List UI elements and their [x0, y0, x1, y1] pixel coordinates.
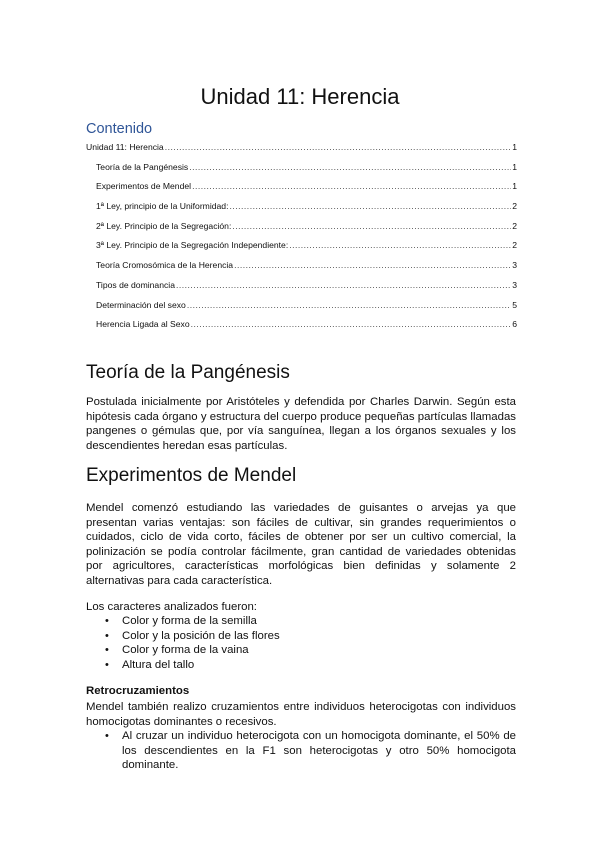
- characters-list: [86, 614, 516, 672]
- toc-entry-page: 6: [512, 319, 517, 330]
- toc-heading: Contenido: [86, 121, 153, 137]
- toc-entry-page: 5: [512, 299, 517, 310]
- characters-intro: Los caracteres analizados fueron:: [86, 601, 257, 613]
- list-item: • Color y forma de la vaina: [105, 644, 249, 656]
- toc-entry-page: 3: [512, 260, 517, 271]
- toc-entry-label: Teoría Cromosómica de la Herencia: [96, 260, 234, 271]
- pangenesis-paragraph: Postulada inicialmente por Aristóteles y defendida por Charles Darwin. Según esta hipótesis cada órgano y estructura del cuerpo produce pequeñas partículas llamadas pangenes o gémulas que, por vía sanguínea, llegan a los órganos sexuales y los descendientes heredan esas partículas.: [86, 396, 516, 452]
- toc-entry-label: 1ª Ley, principio de la Uniformidad:: [96, 201, 229, 212]
- bullet-icon: •: [105, 615, 109, 627]
- toc-entry-label: Teoría de la Pangénesis: [96, 161, 189, 172]
- toc-entry[interactable]: [86, 220, 517, 240]
- toc-entry-label: Herencia Ligada al Sexo: [96, 319, 190, 330]
- toc-leader: [189, 161, 511, 173]
- toc-entry-page: 2: [512, 220, 517, 231]
- toc-entry[interactable]: [86, 299, 517, 319]
- toc-entry-label: Unidad 11: Herencia: [86, 142, 164, 152]
- document-title: Unidad 11: Herencia: [200, 84, 400, 109]
- toc-entry[interactable]: [86, 318, 517, 338]
- list-item: • Color y la posición de las flores: [105, 629, 280, 642]
- toc-entry-page: 1: [512, 181, 517, 192]
- toc-entry[interactable]: [86, 141, 517, 161]
- toc-leader: [289, 239, 511, 251]
- toc-leader: [165, 141, 512, 153]
- toc-leader: [187, 299, 511, 311]
- retrocruzamientos-list: [86, 729, 516, 773]
- section-heading-pangenesis: Teoría de la Pangénesis: [86, 362, 290, 383]
- list-item: • Al cruzar un individuo heterocigota con un homocigota dominante, el 50% de los descendientes en la F1 son heterocigotas y otro 50% homocigota dominante.: [105, 730, 516, 771]
- toc-entry-page: 2: [512, 201, 517, 212]
- toc-entry-label: Tipos de dominancia: [96, 279, 175, 290]
- toc-entry[interactable]: [86, 161, 517, 181]
- toc-leader: [192, 180, 511, 192]
- toc-entry-label: 2ª Ley. Principio de la Segregación:: [96, 220, 232, 231]
- toc-entry-page: 3: [512, 279, 517, 290]
- toc-leader: [191, 318, 512, 330]
- toc-leader: [232, 220, 511, 232]
- mendel-intro-paragraph: Mendel comenzó estudiando las variedades de guisantes o arvejas ya que presentan varias ventajas: son fáciles de cultivar, sin grandes requerimientos o cuidados, ciclo de vida corto, fáciles de obtener por ser un cultivo comercial, la polinización se podía controlar fácilmente, gran cantidad de variedades obtenidas por agricultores, características morfológicas bien definidas y solamente 2 alternativas para cada característica.: [86, 502, 516, 587]
- bullet-icon: •: [105, 629, 109, 642]
- bullet-icon: •: [105, 644, 109, 656]
- toc-entry-page: 1: [512, 142, 517, 152]
- retrocruzamientos-heading: Retrocruzamientos: [86, 685, 190, 697]
- toc-entry[interactable]: [86, 180, 517, 200]
- section-heading-mendel: Experimentos de Mendel: [86, 465, 297, 486]
- retrocruzamientos-paragraph: Mendel también realizo cruzamientos entre individuos heterocigotas con individuos homocigotas dominantes o recesivos.: [86, 701, 516, 728]
- toc-leader: [229, 200, 511, 212]
- toc-entry[interactable]: [86, 239, 517, 259]
- toc-entry[interactable]: [86, 200, 517, 220]
- list-item: • Color y forma de la semilla: [105, 615, 257, 627]
- list-item: • Altura del tallo: [105, 658, 195, 671]
- toc-entry-page: 1: [512, 161, 517, 172]
- toc-entry[interactable]: [86, 259, 517, 279]
- bullet-icon: •: [105, 730, 109, 742]
- toc-entry-label: 3ª Ley. Principio de la Segregación Independiente:: [96, 240, 289, 251]
- toc-entry[interactable]: [86, 279, 517, 299]
- toc-entry-page: 2: [512, 240, 517, 251]
- toc-leader: [234, 259, 511, 271]
- table-of-contents: [86, 141, 517, 338]
- bullet-icon: •: [105, 658, 109, 671]
- toc-entry-label: Determinación del sexo: [96, 299, 186, 310]
- toc-leader: [176, 279, 511, 291]
- toc-entry-label: Experimentos de Mendel: [96, 181, 192, 192]
